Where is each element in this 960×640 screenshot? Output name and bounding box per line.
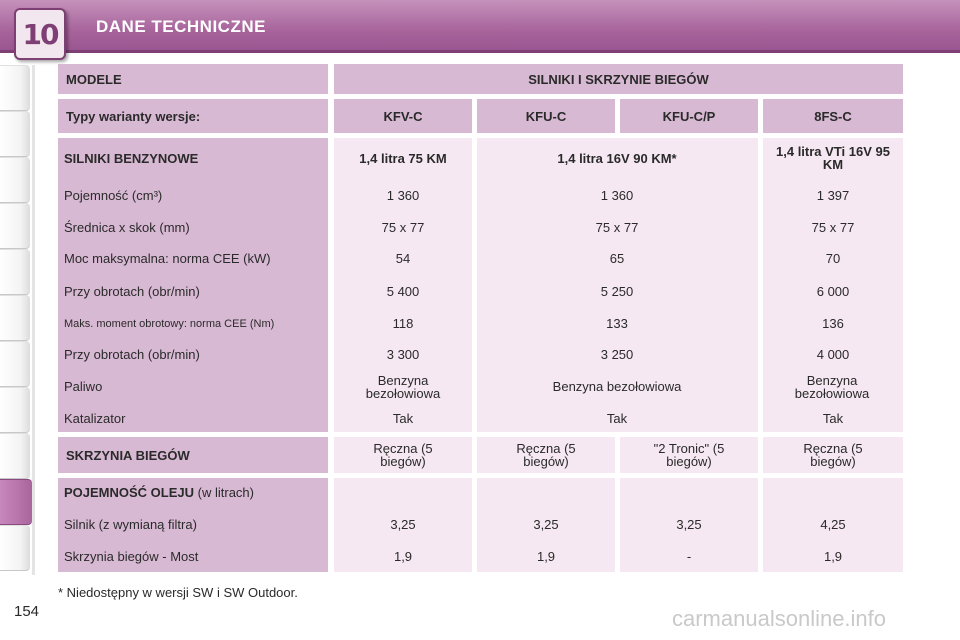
chapter-tab[interactable]	[0, 157, 30, 203]
row-value: 6 000	[816, 284, 850, 299]
chapter-tab[interactable]	[0, 111, 30, 157]
page-number: 154	[14, 603, 40, 620]
row-value: 4 000	[816, 347, 850, 362]
row-label: Przy obrotach (obr/min)	[64, 347, 200, 362]
chapter-badge: 10	[14, 8, 66, 60]
oil-capacity-label: POJEMNOŚĆ OLEJU	[64, 485, 195, 500]
row-value: 3 250	[600, 347, 634, 362]
engine-name: 1,4 litra 75 KM	[359, 151, 447, 166]
row-label: Moc maksymalna: norma CEE (kW)	[64, 251, 271, 266]
row-label: Przy obrotach (obr/min)	[64, 284, 200, 299]
row-label: Skrzynia biegów - Most	[64, 549, 199, 564]
variant-cell: KFU-C	[477, 99, 615, 133]
page-title: DANE TECHNICZNE	[96, 17, 266, 36]
row-value: 3 300	[386, 347, 420, 362]
row-value: 3,25	[390, 517, 416, 532]
watermark: carmanualsonline.info	[672, 606, 887, 631]
row-value: 118	[392, 316, 414, 331]
chapter-tab-active[interactable]	[0, 479, 32, 525]
row-value: 70	[825, 251, 841, 266]
gearbox-label: SKRZYNIA BIEGÓW	[58, 437, 328, 473]
gearbox-value: Ręczna (5 biegów)	[477, 437, 615, 473]
row-value: 1 360	[386, 188, 420, 203]
row-value: -	[686, 549, 692, 564]
variant-cell: KFV-C	[334, 99, 472, 133]
row-value: Tak	[822, 411, 844, 426]
chapter-tab[interactable]	[0, 249, 30, 295]
row-value: Tak	[392, 411, 414, 426]
row-value: 4,25	[820, 517, 846, 532]
chapter-tab[interactable]	[0, 65, 30, 111]
gearbox-value: "2 Tronic" (5 biegów)	[620, 437, 758, 473]
row-value: Benzyna bezołowiowa	[794, 373, 870, 401]
row-value: 3,25	[676, 517, 702, 532]
oil-capacity-unit: (w litrach)	[197, 485, 254, 500]
row-value: Tak	[606, 411, 628, 426]
row-value: 5 400	[386, 284, 420, 299]
row-value: 133	[606, 316, 628, 331]
engines-gearboxes-header: SILNIKI I SKRZYNIE BIEGÓW	[334, 64, 903, 94]
row-label: Maks. moment obrotowy: norma CEE (Nm)	[64, 318, 275, 330]
engine-name: 1,4 litra 16V 90 KM*	[557, 151, 677, 166]
chapter-tab[interactable]	[0, 295, 30, 341]
row-value: 136	[822, 316, 844, 331]
row-value: 54	[395, 251, 411, 266]
gearbox-value: Ręczna (5 biegów)	[763, 437, 903, 473]
row-value: 1,9	[823, 549, 843, 564]
chapter-tab[interactable]	[0, 387, 30, 433]
row-value: 65	[609, 251, 625, 266]
row-value: Benzyna bezołowiowa	[552, 379, 682, 394]
row-value: 3,25	[533, 517, 559, 532]
row-label: Średnica x skok (mm)	[64, 220, 190, 235]
chapter-tab[interactable]	[0, 433, 30, 479]
chapter-tab[interactable]	[0, 341, 30, 387]
row-value: 5 250	[600, 284, 634, 299]
oil-capacity-header	[64, 486, 254, 499]
row-label: Pojemność (cm³)	[64, 188, 163, 203]
row-value: 1 397	[816, 188, 850, 203]
modele-header: MODELE	[58, 64, 328, 94]
chapter-tab[interactable]	[0, 203, 30, 249]
engine-name: 1,4 litra VTi 16V 95 KM	[776, 144, 890, 172]
row-label: Silnik (z wymianą filtra)	[64, 517, 197, 532]
row-value: 75 x 77	[595, 220, 639, 235]
row-label: Katalizator	[64, 411, 126, 426]
variants-label: Typy warianty wersje:	[58, 99, 328, 133]
chapter-tab[interactable]	[0, 525, 30, 571]
petrol-engines-label: SILNIKI BENZYNOWE	[64, 151, 199, 166]
row-value: 1,9	[536, 549, 556, 564]
row-label: Paliwo	[64, 379, 103, 394]
gearbox-value: Ręczna (5 biegów)	[334, 437, 472, 473]
header-divider	[0, 50, 960, 53]
row-value: 1 360	[600, 188, 634, 203]
chapter-tabs	[0, 65, 34, 575]
variant-cell: 8FS-C	[763, 99, 903, 133]
footnote: * Niedostępny w wersji SW i SW Outdoor.	[58, 585, 298, 600]
row-value: 75 x 77	[381, 220, 425, 235]
variant-cell: KFU-C/P	[620, 99, 758, 133]
row-value: 75 x 77	[811, 220, 855, 235]
row-value: Benzyna bezołowiowa	[365, 373, 441, 401]
row-value: 1,9	[393, 549, 413, 564]
